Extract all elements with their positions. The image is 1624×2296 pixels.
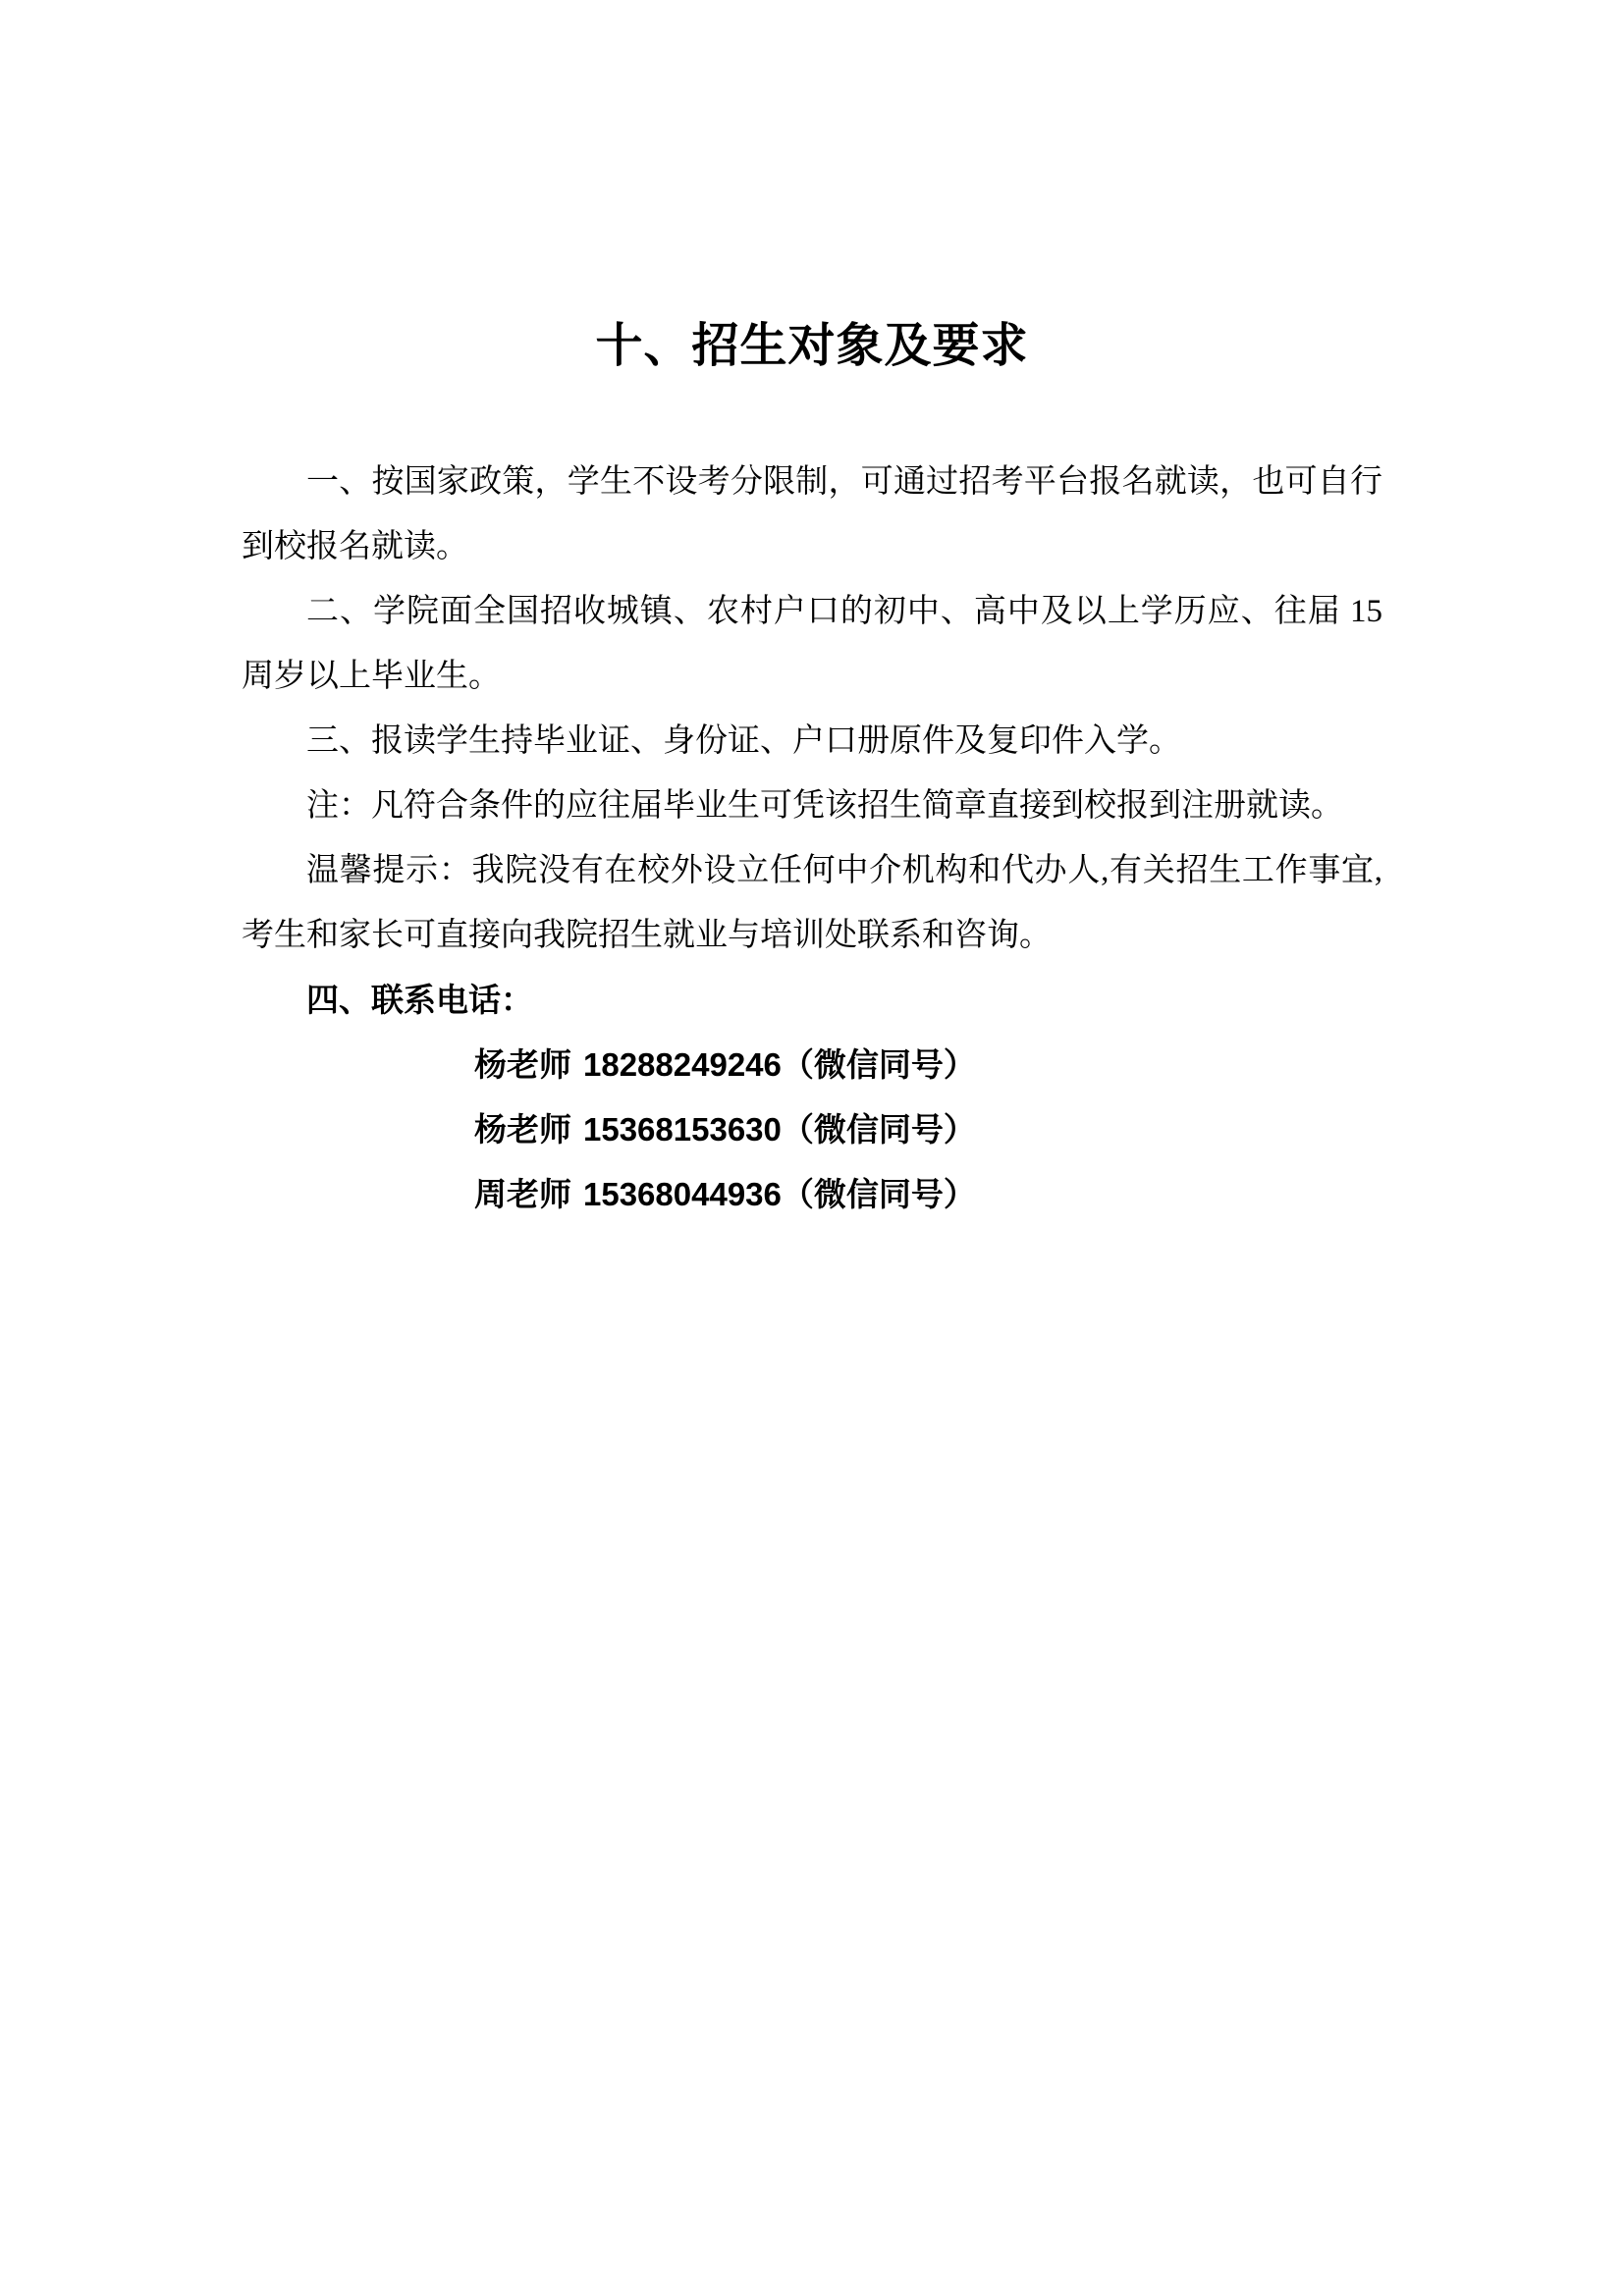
- body-text: [242, 450, 1382, 1227]
- contact-wechat-note: （微信同号）: [781, 1176, 976, 1212]
- contact-phone-number: 15368153630: [583, 1111, 782, 1148]
- paragraph-note: 注：凡符合条件的应往届毕业生可凭该招生简章直接到校报到注册就读。: [306, 788, 1343, 824]
- contact-name: 杨老师: [474, 1046, 571, 1083]
- contact-line: [474, 1033, 1382, 1097]
- contact-wechat-note: （微信同号）: [781, 1046, 976, 1083]
- contact-name: 杨老师: [474, 1111, 571, 1148]
- paragraph-enrollment-scope: 二、学院面全国招收城镇、农村户口的初中、高中及以上学历应、往届 15 周岁以上毕业生。: [242, 594, 1382, 694]
- paragraph-warm-tip: 温馨提示：我院没有在校外设立任何中介机构和代办人,有关招生工作事宜,考生和家长可直接向我院招生就业与培训处联系和咨询。: [242, 853, 1382, 953]
- contact-phone-number: 18288249246: [583, 1046, 782, 1083]
- page-title: 十、招生对象及要求: [595, 320, 1029, 372]
- contact-phone-number: 15368044936: [583, 1176, 782, 1212]
- contact-line: [474, 1097, 1382, 1162]
- contact-section-heading: 四、联系电话：: [306, 982, 533, 1018]
- contact-line: [474, 1162, 1382, 1227]
- paragraph-admission-policy: 一、按国家政策，学生不设考分限制，可通过招考平台报名就读，也可自行到校报名就读。: [242, 464, 1382, 564]
- paragraph-required-documents: 三、报读学生持毕业证、身份证、户口册原件及复印件入学。: [306, 723, 1181, 759]
- contact-wechat-note: （微信同号）: [781, 1111, 976, 1148]
- contact-list: [242, 1033, 1382, 1227]
- contact-name: 周老师: [474, 1176, 571, 1212]
